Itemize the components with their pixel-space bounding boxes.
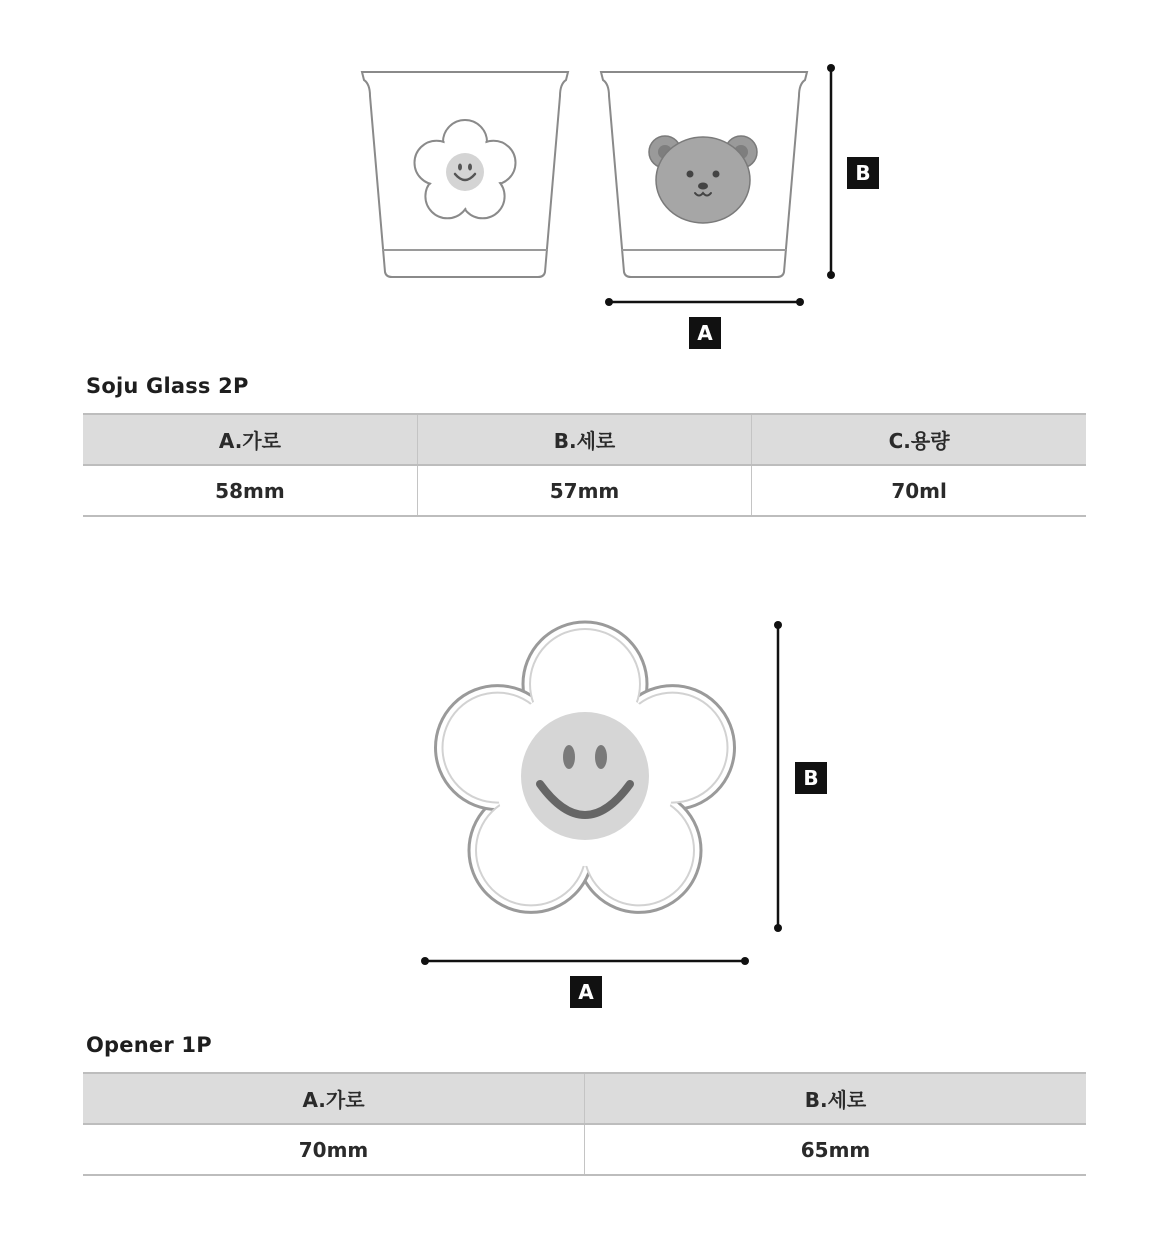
opener-dimension-a-line [421,957,749,965]
soju-glass-bear [601,72,807,277]
opener-header-height: B.세로 [585,1073,1087,1124]
soju-section-title: Soju Glass 2P [86,374,249,398]
opener-spec-table [83,1072,1086,1176]
soju-dim-b-tag: B [847,157,879,189]
soju-spec-value-row [83,465,1086,516]
soju-value-capacity: 70ml [752,465,1086,516]
opener-flower-smiley-icon [436,622,735,912]
soju-glass-flower [362,72,568,277]
soju-dimension-a-line [605,298,804,306]
opener-section-title: Opener 1P [86,1033,212,1057]
soju-spec-table [83,413,1086,517]
soju-value-height: 57mm [417,465,751,516]
opener-dimension-b-line [774,621,782,932]
soju-header-height: B.세로 [417,414,751,465]
opener-header-width: A.가로 [83,1073,585,1124]
soju-value-width: 58mm [83,465,417,516]
soju-dimension-b-line [827,64,835,279]
opener-spec-value-row [83,1124,1086,1175]
soju-header-width: A.가로 [83,414,417,465]
opener-value-height: 65mm [585,1124,1087,1175]
opener-spec-header-row [83,1073,1086,1124]
soju-spec-header-row [83,414,1086,465]
soju-header-capacity: C.용량 [752,414,1086,465]
opener-dim-b-tag: B [795,762,827,794]
opener-dim-a-tag: A [570,976,602,1008]
soju-dim-a-tag: A [689,317,721,349]
opener-value-width: 70mm [83,1124,585,1175]
